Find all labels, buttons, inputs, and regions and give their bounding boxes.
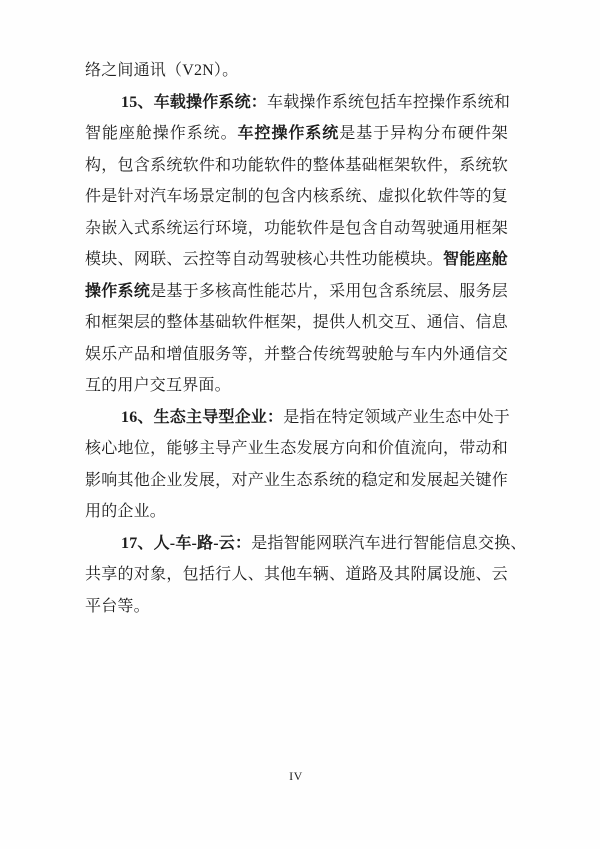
paragraph	[85, 402, 511, 528]
text-segment: 影响其他企业发展，对产业生态系统的稳定和发展起关键作	[85, 471, 508, 489]
text-line	[85, 87, 511, 119]
text-line	[85, 150, 508, 182]
text-line	[85, 496, 508, 528]
text-line	[85, 307, 508, 339]
text-line	[85, 465, 508, 497]
text-line	[85, 55, 508, 87]
text-line	[85, 244, 508, 276]
text-line	[85, 433, 508, 465]
text-segment: 杂嵌入式系统运行环境，功能软件是包含自动驾驶通用框架	[85, 219, 508, 237]
text-segment: 是指智能网联汽车进行智能信息交换、	[251, 534, 527, 552]
page-number: IV	[289, 769, 303, 783]
text-line	[85, 213, 508, 245]
text-segment: 智能座舱操作系统。	[85, 125, 238, 142]
bold-text-segment: 15、车载操作系统：	[121, 93, 268, 111]
bold-text-segment: 操作系统	[85, 282, 151, 300]
text-line	[85, 276, 508, 308]
paragraph	[85, 55, 508, 87]
text-segment: 互的用户交互界面。	[85, 377, 231, 394]
text-segment: 是指在特定领域产业生态中处于	[283, 408, 511, 426]
text-segment: 平台等。	[85, 597, 150, 615]
text-line	[85, 591, 508, 623]
bold-text-segment: 16、生态主导型企业：	[121, 408, 284, 426]
page-footer	[0, 768, 592, 784]
text-segment: 共享的对象，包括行人、其他车辆、道路及其附属设施、云	[85, 566, 508, 583]
text-segment: 用的企业。	[85, 503, 167, 520]
text-segment: 和框架层的整体基础软件框架，提供人机交互、通信、信息	[85, 314, 508, 331]
bold-text-segment: 17、人-车-路-云：	[121, 534, 252, 552]
text-segment: 核心地位，能够主导产业生态发展方向和价值流向，带动和	[85, 440, 508, 457]
text-line	[85, 370, 508, 402]
text-segment: 构，包含系统软件和功能软件的整体基础框架软件，系统软	[85, 156, 508, 174]
paragraph	[85, 87, 511, 402]
text-segment: 车载操作系统包括车控操作系统和	[267, 93, 511, 111]
text-line	[85, 339, 508, 371]
text-line	[85, 559, 508, 591]
document-body	[85, 55, 527, 622]
text-segment: 模块、网联、云控等自动驾驶核心共性功能模块。	[85, 251, 443, 268]
paragraph	[85, 528, 527, 623]
text-segment: 娱乐产品和增值服务等，并整合传统驾驶舱与车内外通信交	[85, 345, 508, 363]
text-segment: 是基于异构分布硬件架	[339, 125, 508, 142]
text-segment: 络之间通讯（V2N）。	[85, 62, 239, 79]
text-line	[85, 528, 527, 560]
bold-text-segment: 智能座舱	[442, 251, 508, 268]
text-line	[85, 181, 508, 213]
text-segment: 是基于多核高性能芯片，采用包含系统层、服务层	[150, 282, 508, 300]
text-line	[85, 118, 508, 150]
text-line	[85, 402, 511, 434]
text-segment: 件是针对汽车场景定制的包含内核系统、虚拟化软件等的复	[85, 188, 508, 205]
bold-text-segment: 车控操作系统	[237, 125, 340, 142]
